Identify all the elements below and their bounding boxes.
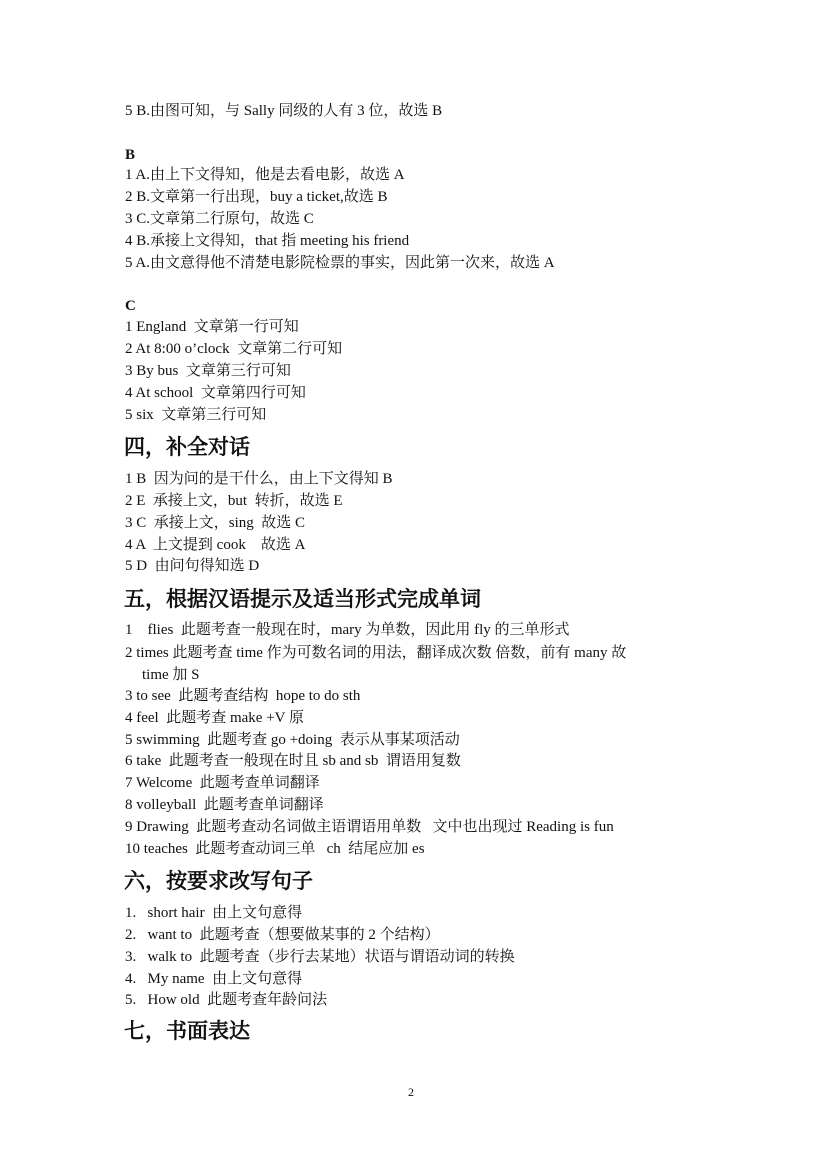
answer-5-6: 6 take 此题考查一般现在时且 sb and sb 谓语用复数 xyxy=(125,753,461,769)
answer-5-4: 4 feel 此题考查 make +V 原 xyxy=(125,710,304,726)
answer-4-5: 5 D 由问句得知选 D xyxy=(125,558,260,574)
answer-5-5: 5 swimming 此题考查 go +doing 表示从事某项活动 xyxy=(125,732,460,748)
answer-4-2: 2 E 承接上文，but 转折，故选 E xyxy=(125,493,343,509)
answer-6-2: 2. want to 此题考查（想要做某事的 2 个结构） xyxy=(125,927,440,943)
answer-b4: 4 B.承接上文得知，that 指 meeting his friend xyxy=(125,233,410,249)
answer-5-2 xyxy=(125,642,705,686)
answer-4-4: 4 A 上文提到 cook 故选 A xyxy=(125,537,306,553)
answer-5-2-line2: time 加 S xyxy=(142,667,200,683)
answer-5-10: 10 teaches 此题考查动词三单 ch 结尾应加 es xyxy=(125,841,425,857)
answer-a5: 5 B.由图可知，与 Sally 同级的人有 3 位，故选 B xyxy=(125,103,443,119)
answer-5-1: 1 flies 此题考查一般现在时，mary 为单数，因此用 fly 的三单形式 xyxy=(125,622,570,638)
answer-c3: 3 By bus 文章第三行可知 xyxy=(125,363,291,379)
answer-5-9: 9 Drawing 此题考查动名词做主语谓语用单数 文中也出现过 Reading is fun xyxy=(125,819,614,835)
answer-c5: 5 six 文章第三行可知 xyxy=(125,407,267,423)
answer-6-5: 5. How old 此题考查年龄问法 xyxy=(125,992,328,1008)
answer-4-3: 3 C 承接上文，sing 故选 C xyxy=(125,515,306,531)
answer-5-7: 7 Welcome 此题考查单词翻译 xyxy=(125,775,320,791)
answer-4-1: 1 B 因为问的是干什么，由上下文得知 B xyxy=(125,471,393,487)
answer-b1: 1 A.由上下文得知，他是去看电影，故选 A xyxy=(125,167,405,183)
answer-5-3: 3 to see 此题考查结构 hope to do sth xyxy=(125,688,361,704)
answer-5-8: 8 volleyball 此题考查单词翻译 xyxy=(125,797,324,813)
section-c-label: C xyxy=(125,298,136,314)
answer-c4: 4 At school 文章第四行可知 xyxy=(125,385,306,401)
section-7-heading: 七，书面表达 xyxy=(124,1019,250,1043)
page-number: 2 xyxy=(408,1085,414,1099)
answer-c1: 1 England 文章第一行可知 xyxy=(125,319,299,335)
answer-5-2-line1: 2 times 此题考查 time 作为可数名词的用法，翻译成次数 倍数，前有 many 故 xyxy=(125,645,627,661)
answer-6-3: 3. walk to 此题考查（步行去某地）状语与谓语动词的转换 xyxy=(125,949,515,965)
answer-b5: 5 A.由文意得他不清楚电影院检票的事实，因此第一次来，故选 A xyxy=(125,255,555,271)
answer-b3: 3 C.文章第二行原句，故选 C xyxy=(125,211,314,227)
section-5-heading: 五，根据汉语提示及适当形式完成单词 xyxy=(124,587,481,611)
answer-6-4: 4. My name 由上文句意得 xyxy=(125,971,303,987)
section-4-heading: 四，补全对话 xyxy=(124,435,250,459)
answer-6-1: 1. short hair 由上文句意得 xyxy=(125,905,303,921)
section-6-heading: 六，按要求改写句子 xyxy=(124,869,313,893)
section-b-label: B xyxy=(125,147,136,163)
answer-c2: 2 At 8:00 o’clock 文章第二行可知 xyxy=(125,341,343,357)
answer-b2: 2 B.文章第一行出现，buy a ticket,故选 B xyxy=(125,189,388,205)
